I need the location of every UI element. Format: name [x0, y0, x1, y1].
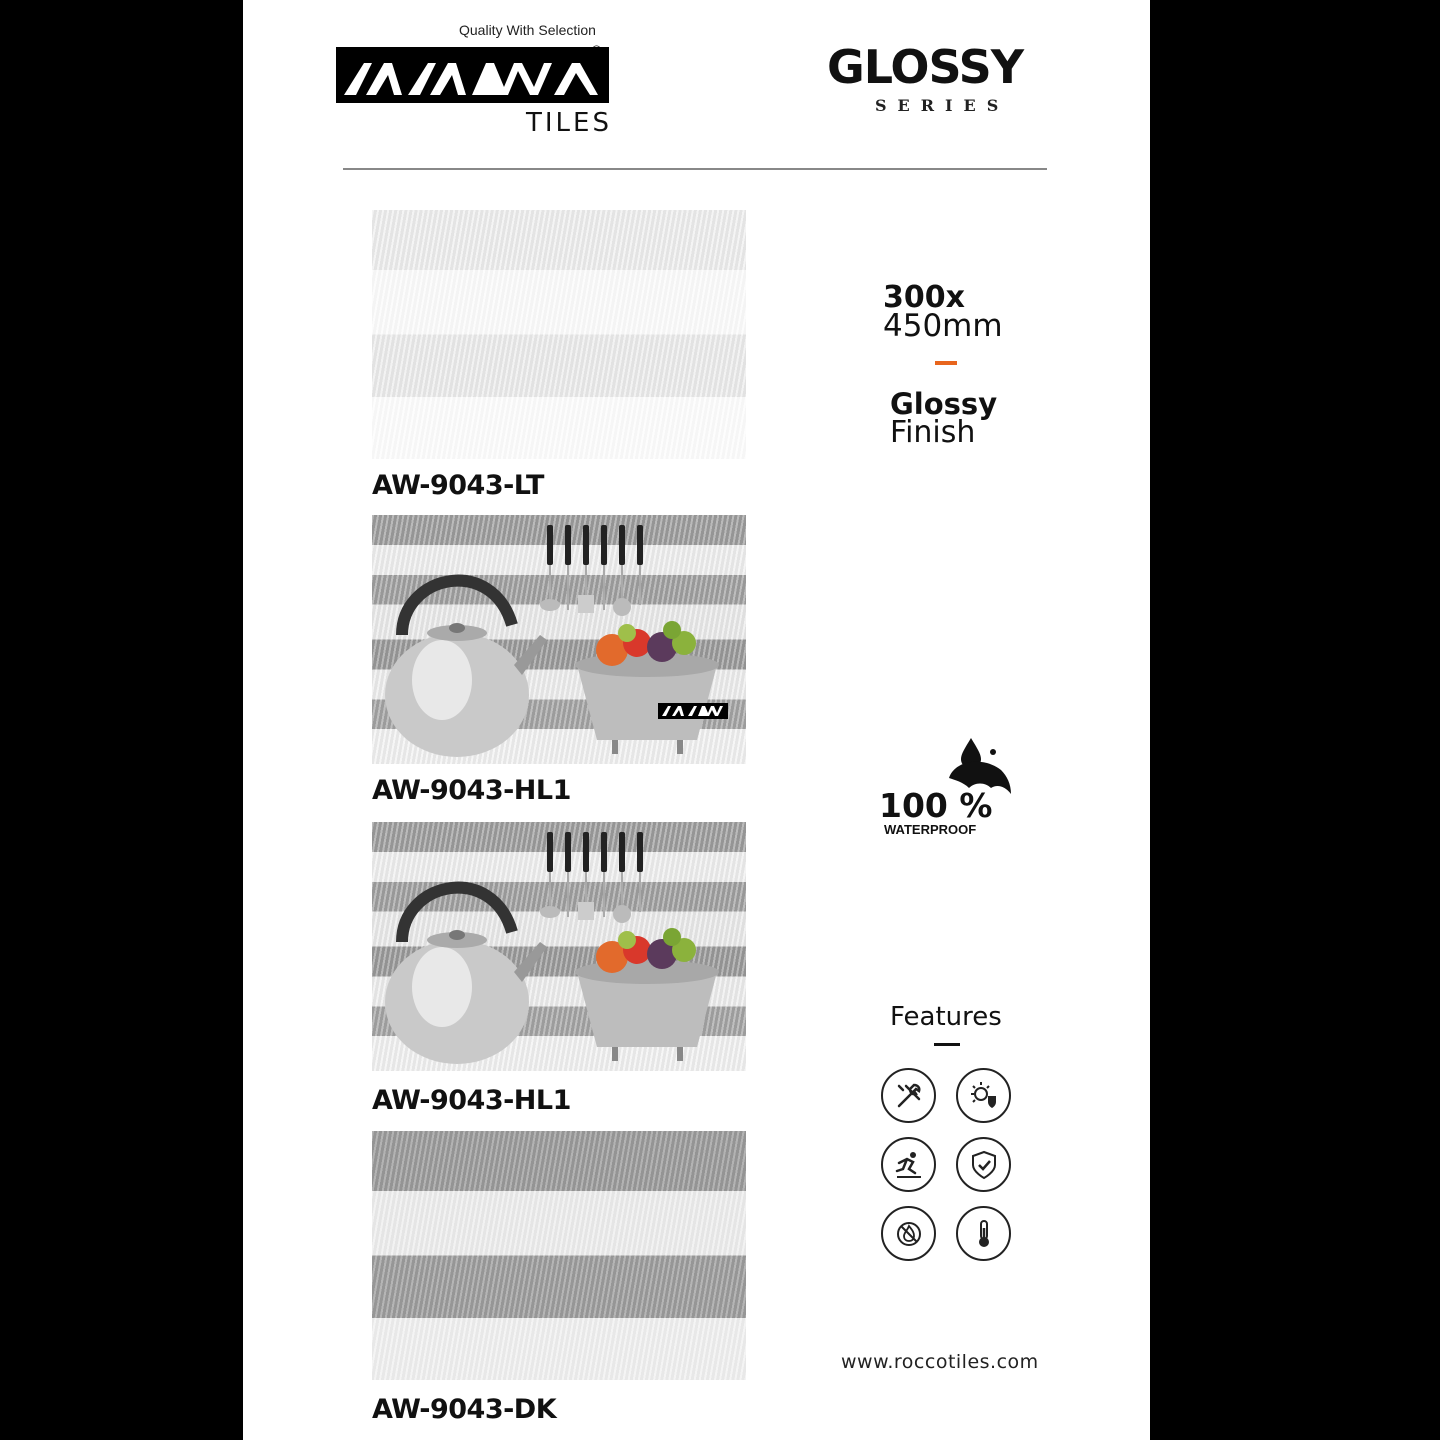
utensils-icon [540, 525, 643, 616]
kitchen-illustration [372, 515, 746, 764]
tile-code: AW-9043-DK [372, 1394, 557, 1425]
header-divider [343, 168, 1047, 170]
brand-logo [336, 47, 609, 103]
kettle-icon [385, 581, 547, 757]
tile-code: AW-9043-LT [372, 470, 544, 501]
sun-shield-icon [956, 1068, 1011, 1123]
finish-value: Finish [890, 415, 976, 450]
tile-image-highlighter [372, 822, 746, 1071]
no-fire-icon [881, 1206, 936, 1261]
kitchen-illustration [372, 822, 746, 1071]
brand-watermark [658, 703, 728, 719]
kettle-icon [385, 888, 547, 1064]
website-url[interactable]: www.roccotiles.com [841, 1351, 1039, 1373]
tile-image-light [372, 210, 746, 459]
brand-subtitle: TILES [526, 108, 612, 138]
finish-label: Glossy [890, 387, 998, 421]
registered-mark: ® [590, 44, 603, 59]
stain-shield-icon [956, 1137, 1011, 1192]
features-dash [934, 1043, 960, 1046]
accent-dash [935, 361, 957, 365]
utensils-icon [540, 832, 643, 923]
waterproof-label: WATERPROOF [884, 822, 977, 837]
colander-icon [575, 621, 719, 754]
tools-icon [881, 1068, 936, 1123]
series-subtitle: SERIES [875, 96, 1010, 115]
anti-slip-icon [881, 1137, 936, 1192]
tile-image-highlighter [372, 515, 746, 764]
colander-icon [575, 928, 719, 1061]
tile-code: AW-9043-HL1 [372, 1085, 571, 1116]
brand-tagline: Quality With Selection [459, 22, 596, 38]
catalog-page [243, 0, 1150, 1440]
size-value: 450mm [883, 308, 1003, 344]
tile-image-dark [372, 1131, 746, 1380]
tile-code: AW-9043-HL1 [372, 775, 571, 806]
waterproof-value: 100 % [879, 786, 993, 825]
series-title: GLOSSY [827, 40, 1024, 94]
size-label: 300x [883, 280, 965, 315]
thermometer-icon [956, 1206, 1011, 1261]
features-title: Features [890, 1002, 1002, 1032]
